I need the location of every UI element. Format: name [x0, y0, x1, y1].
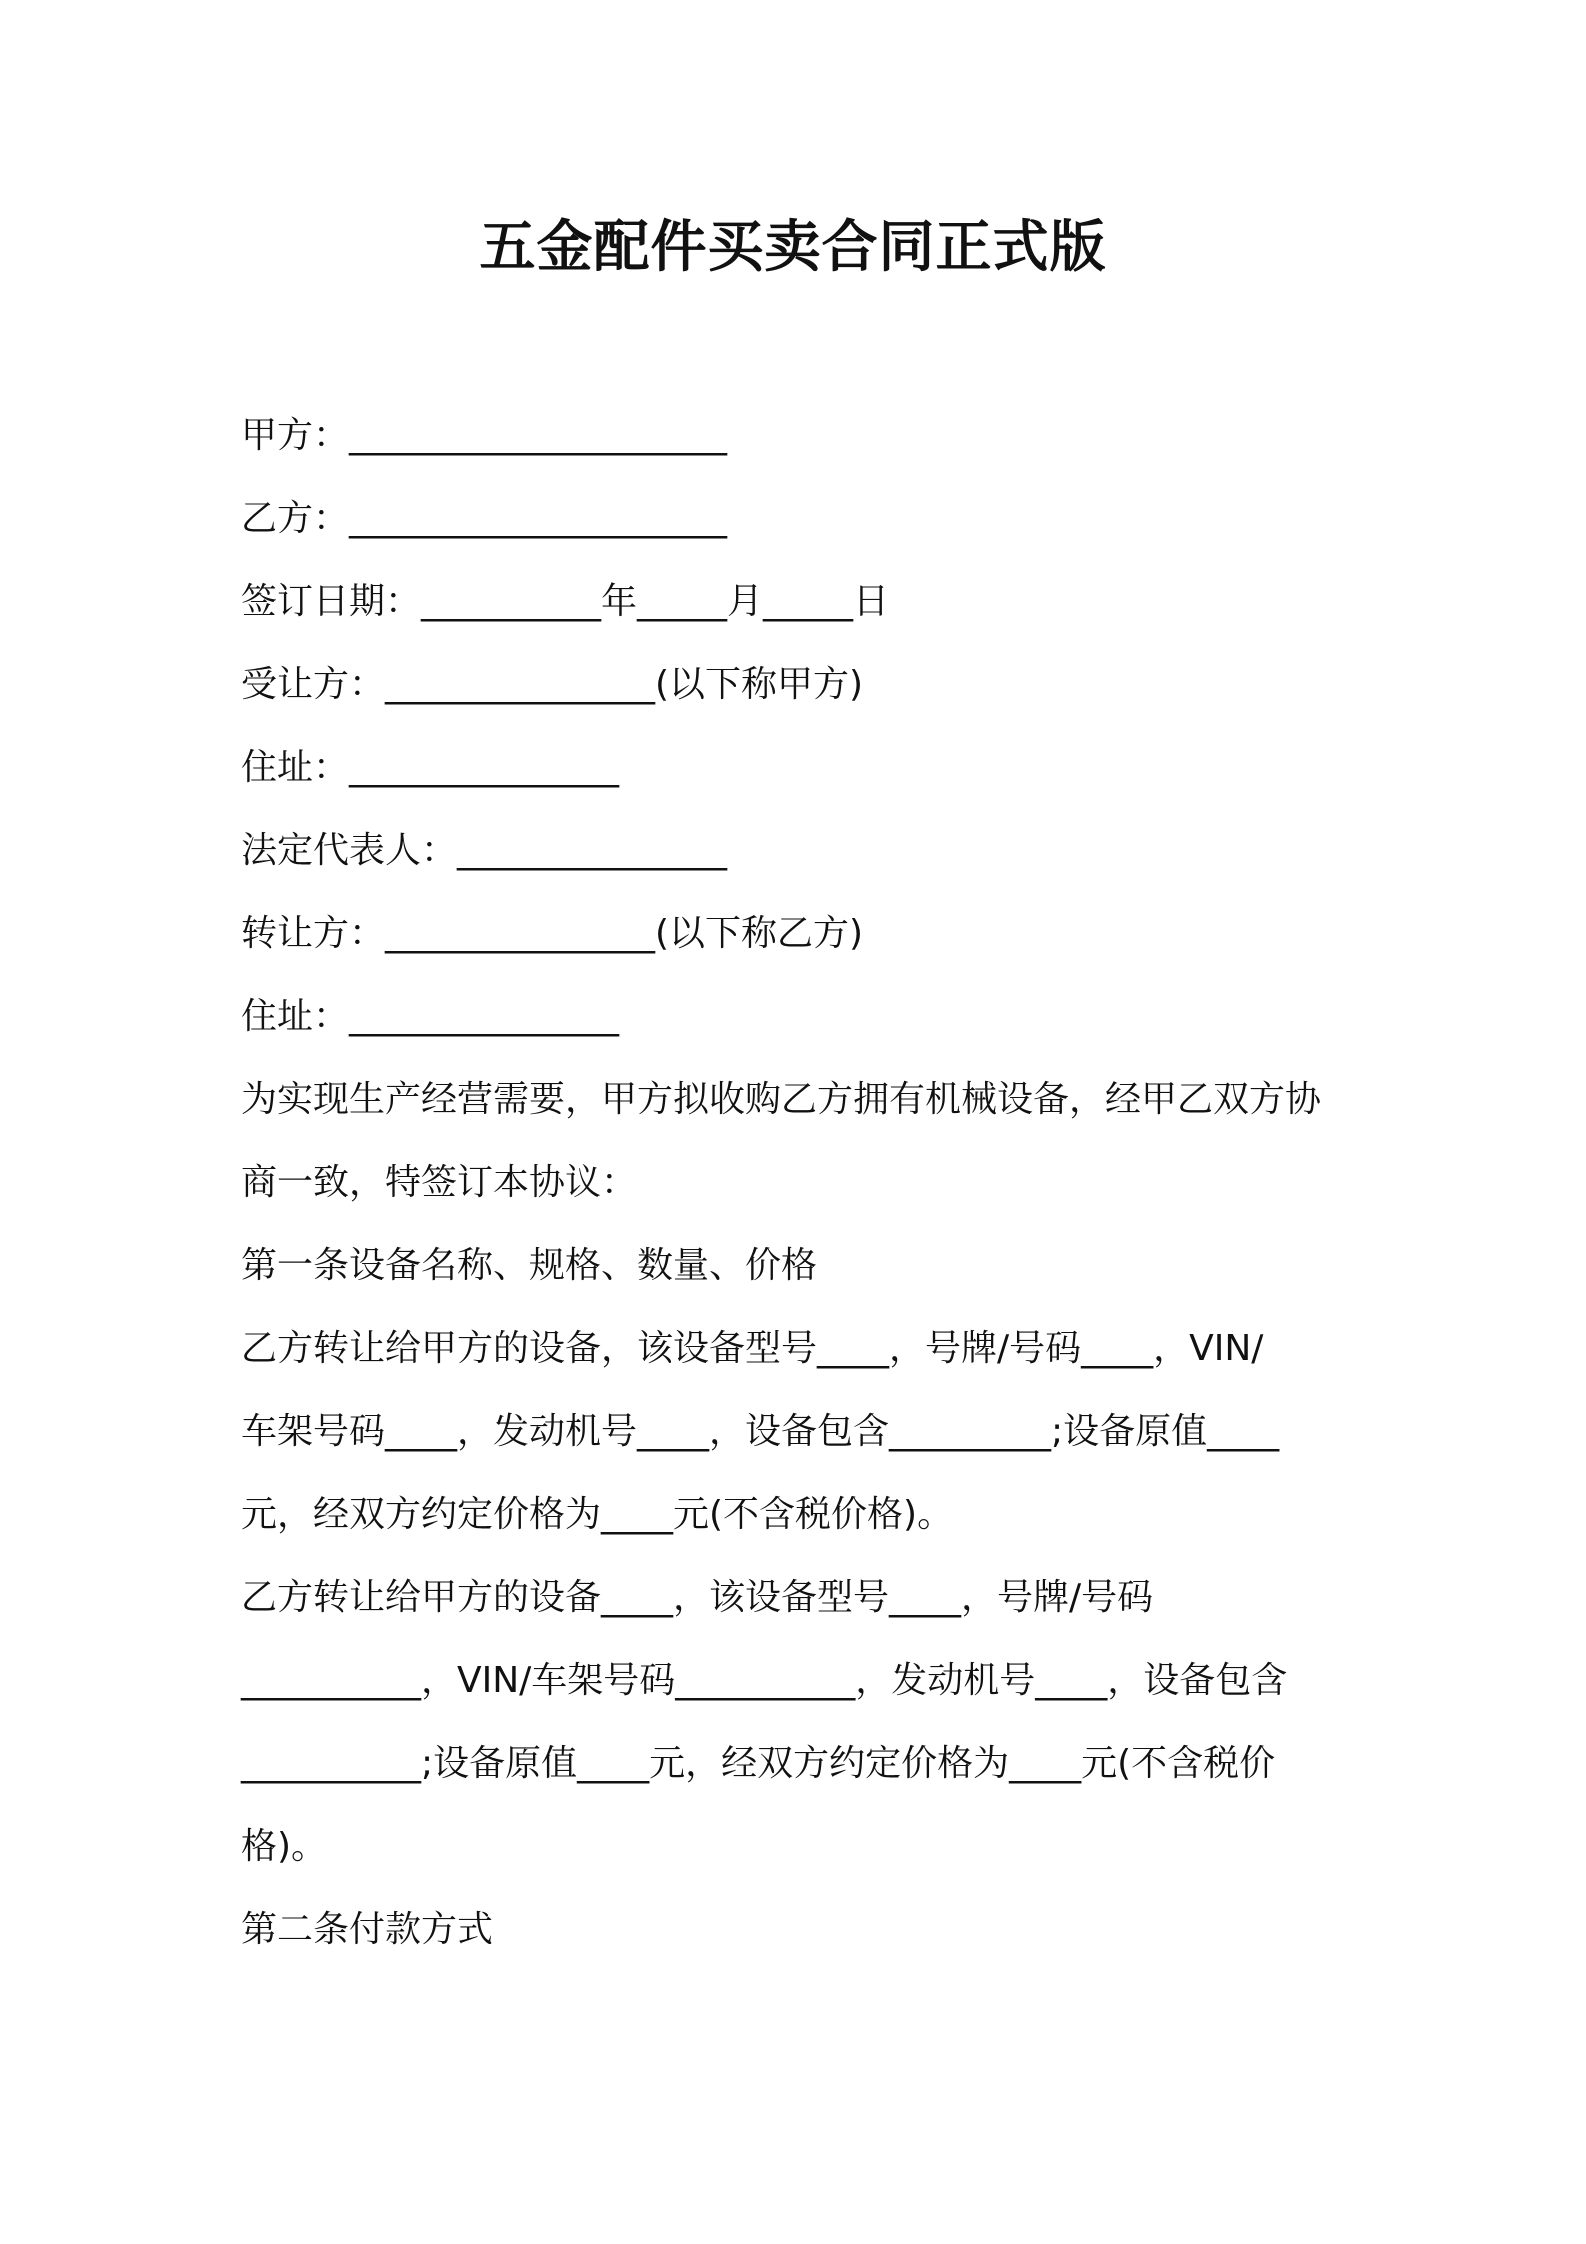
article-1-paragraph-2-line-4: 格)。 — [241, 1826, 328, 1867]
article-1-paragraph-1-line-2: 车架号码____，发动机号____，设备包含_________;设备原值____ — [241, 1411, 1280, 1452]
transferee-line: 受让方：_______________(以下称甲方) — [241, 664, 864, 705]
document-title: 五金配件买卖合同正式版 — [479, 215, 1107, 280]
transferor-line: 转让方：_______________(以下称乙方) — [241, 913, 864, 954]
transferee-address-line: 住址：_______________ — [241, 747, 620, 788]
article-1-paragraph-2-line-2: __________，VIN/车架号码__________，发动机号____，设备包含 — [241, 1660, 1288, 1701]
preamble-line-2: 商一致，特签订本协议： — [241, 1162, 638, 1203]
article-1-paragraph-2-line-3: __________;设备原值____元，经双方约定价格为____元(不含税价 — [241, 1743, 1276, 1784]
article-1-heading: 第一条设备名称、规格、数量、价格 — [241, 1245, 818, 1286]
article-2-heading: 第二条付款方式 — [241, 1909, 494, 1950]
article-1-paragraph-2-line-1: 乙方转让给甲方的设备____，该设备型号____，号牌/号码 — [241, 1577, 1154, 1618]
party-a-line: 甲方：_____________________ — [241, 415, 728, 456]
transferor-address-line: 住址：_______________ — [241, 996, 620, 1037]
article-1-paragraph-1-line-3: 元，经双方约定价格为____元(不含税价格)。 — [241, 1494, 954, 1535]
preamble-line-1: 为实现生产经营需要，甲方拟收购乙方拥有机械设备，经甲乙双方协 — [241, 1079, 1322, 1120]
signing-date-line: 签订日期：__________年_____月_____日 — [241, 581, 890, 622]
legal-representative-line: 法定代表人：_______________ — [241, 830, 728, 871]
party-b-line: 乙方：_____________________ — [241, 498, 728, 539]
article-1-paragraph-1-line-1: 乙方转让给甲方的设备，该设备型号____，号牌/号码____，VIN/ — [241, 1328, 1264, 1369]
